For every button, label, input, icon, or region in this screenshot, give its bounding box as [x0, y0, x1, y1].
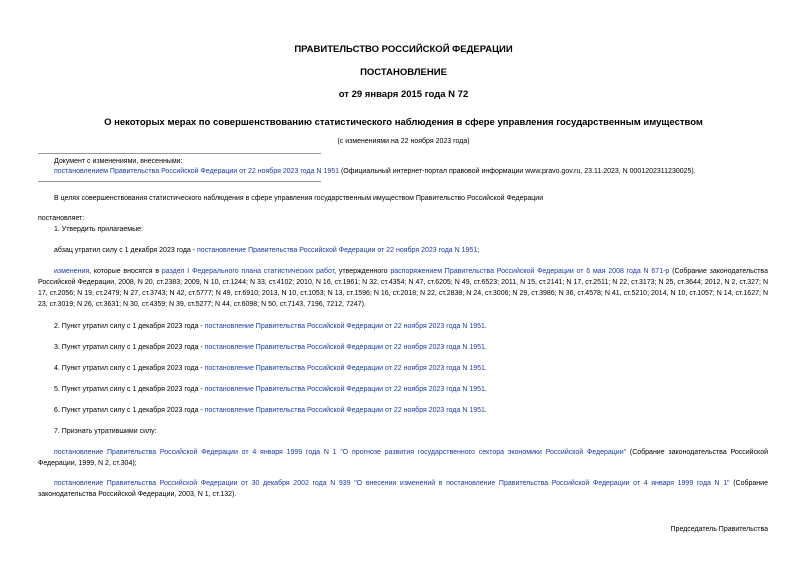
repealed-act-1: постановление Правительства Российской Федерации от 4 января 1999 года N 1 "О прогнозе развития государственного сектора экономики Российской Федерации" (Собрание законодательства Российской Федерации, 1999, N 2, ст.304);	[38, 449, 768, 467]
preamble: В целях совершенствования статистического наблюдения в сфере управления государственным имуществом Правительство Российской Федерации	[54, 195, 544, 202]
item-5-decree-link[interactable]: постановление Правительства Российской Федерации от 22 ноября 2023 года N 1951	[204, 386, 485, 393]
item-3-decree-link[interactable]: постановление Правительства Российской Федерации от 22 ноября 2023 года N 1951	[204, 344, 485, 351]
item-1-subparagraph-2: изменения, которые вносятся в раздел I Федерального плана статистических работ, утвержденного распоряжением Правительства Российской Федерации от 6 мая 2008 года N 671-р (Собрание законодательства Российской Федерации, 2008, N 20, ст.2383; 2009, N 10, ст.1244; N 33, ст.4102; 2010, N 16, ст.1961; N 32, ст.4354; N 47, ст.6205; N 49, ст.6523; 2011, N 15, ст.2141; N 17, ст.2511; N 22, ст.3173; N 25, ст.3644; 2012, N 2, ст.327; N 17, ст.2056; N 19, ст.2479; N 27, ст.3743; N 42, ст.5777; N 49, ст.6910; 2013, N 10, ст.1053; N 13, ст.1596; N 16, ст.2018; N 22, ст.2838; N 24, ст.3006; N 29, ст.3986; N 36, ст.4578; N 41, ст.5210; 2014, N 10, ст.1057; N 14, ст.1627; N 23, ст.3019; N 26, ст.3631; N 30, ст.4359; N 39, ст.5277; N 44, ст.6098; N 50, ст.7143, 7196, 7212, 7247).	[38, 268, 768, 308]
changes-box-tail: (Официальный интернет-портал правовой информации www.pravo.gov.ru, 23.11.2023, N 0001202311230025).	[339, 168, 696, 175]
federal-plan-section-link[interactable]: раздел I Федерального плана статистических работ	[161, 268, 335, 275]
repealed-act-1-link[interactable]: постановление Правительства Российской Федерации от 4 января 1999 года N 1 "О прогнозе развития государственного сектора экономики Российской Федерации"	[54, 449, 627, 456]
document-type-heading: ПОСТАНОВЛЕНИЕ	[360, 67, 447, 78]
item-4-decree-link[interactable]: постановление Правительства Российской Федерации от 22 ноября 2023 года N 1951	[204, 365, 485, 372]
item-2: 2. Пункт утратил силу с 1 декабря 2023 года - постановление Правительства Российской Федерации от 22 ноября 2023 года N 1951.	[54, 323, 487, 330]
amendment-note: (с изменениями на 22 ноября 2023 года)	[337, 138, 470, 145]
item-2-decree-link[interactable]: постановление Правительства Российской Федерации от 22 ноября 2023 года N 1951	[204, 323, 485, 330]
item-5: 5. Пункт утратил силу с 1 декабря 2023 года - постановление Правительства Российской Федерации от 22 ноября 2023 года N 1951.	[54, 386, 487, 393]
repealed-act-2: постановление Правительства Российской Федерации от 30 декабря 2002 года N 939 "О внесении изменений в постановление Правительства Российской Федерации от 4 января 1999 года N 1" (Собрание законодательства Российской Федерации, 2003, N 1, ст.132).	[38, 480, 768, 498]
changes-box-bottom-rule	[38, 181, 321, 182]
resolves-word: постановляет:	[38, 215, 85, 222]
amendments-link[interactable]: изменения	[54, 268, 90, 275]
item-6: 6. Пункт утратил силу с 1 декабря 2023 года - постановление Правительства Российской Федерации от 22 ноября 2023 года N 1951.	[54, 407, 487, 414]
changes-box-label: Документ с изменениями, внесенными:	[54, 158, 183, 165]
changes-box-line	[54, 166, 794, 177]
amending-decree-link[interactable]: постановление Правительства Российской Федерации от 22 ноября 2023 года N 1951	[197, 247, 478, 254]
item-3: 3. Пункт утратил силу с 1 декабря 2023 года - постановление Правительства Российской Федерации от 22 ноября 2023 года N 1951.	[54, 344, 487, 351]
document-date-number: от 29 января 2015 года N 72	[338, 89, 469, 100]
document-title: О некоторых мерах по совершенствованию статистического наблюдения в сфере управления государственным имуществом	[104, 117, 703, 128]
item-1-subparagraph-1: абзац утратил силу с 1 декабря 2023 года - постановление Правительства Российской Федерации от 22 ноября 2023 года N 1951;	[54, 247, 480, 254]
item-6-decree-link[interactable]: постановление Правительства Российской Федерации от 22 ноября 2023 года N 1951	[204, 407, 485, 414]
signature-title: Председатель Правительства	[670, 526, 768, 533]
changes-box-link[interactable]: постановлением Правительства Российской Федерации от 22 ноября 2023 года N 1951	[54, 168, 340, 175]
changes-box-top-rule	[38, 153, 321, 154]
item-7: 7. Признать утратившими силу:	[54, 428, 157, 435]
issuer-heading: ПРАВИТЕЛЬСТВО РОССИЙСКОЙ ФЕДЕРАЦИИ	[294, 44, 513, 55]
item-4: 4. Пункт утратил силу с 1 декабря 2023 года - постановление Правительства Российской Федерации от 22 ноября 2023 года N 1951.	[54, 365, 487, 372]
order-671-link[interactable]: распоряжением Правительства Российской Федерации от 6 мая 2008 года N 671-р	[390, 268, 670, 275]
item-1: 1. Утвердить прилагаемые:	[54, 226, 143, 233]
repealed-act-2-link[interactable]: постановление Правительства Российской Федерации от 30 декабря 2002 года N 939 "О внесении изменений в постановление Правительства Российской Федерации от 4 января 1999 года N 1"	[54, 480, 730, 487]
